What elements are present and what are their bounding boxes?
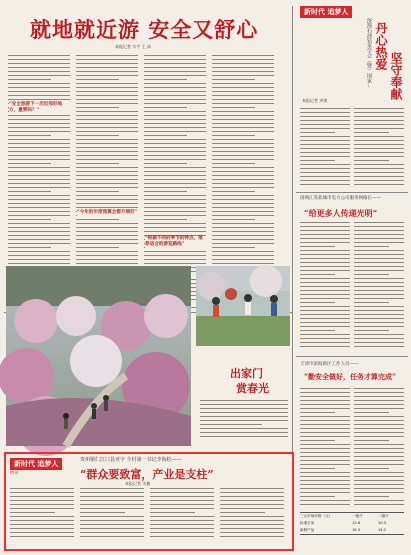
top-subhead-2: “今年的年度预算全都升规好” bbox=[77, 210, 138, 215]
story3-body-1 bbox=[300, 388, 350, 508]
photo-caption-text bbox=[200, 400, 288, 445]
photo-caption-title-1: 出家门 bbox=[230, 367, 263, 380]
bottom-kicker-tag: 新时代 追梦人 bbox=[10, 458, 62, 470]
table-cell: 标准日用 bbox=[300, 521, 315, 525]
plum-blossom-photo bbox=[6, 266, 191, 446]
table-cell: 新鲜产品 bbox=[300, 528, 315, 532]
table-cell: 10.3 bbox=[378, 521, 387, 525]
story3-headline: “勤安全做好，任务才算完成” bbox=[304, 372, 397, 381]
side-headline-1: 丹心热爱 bbox=[374, 22, 388, 70]
photo-caption-title-2: 赏春光 bbox=[236, 382, 269, 395]
bottom-body-2 bbox=[80, 488, 144, 542]
top-headline: 就地就近游 安全又舒心 bbox=[30, 17, 259, 42]
top-subhead-3: “根据不同的季节的特点，推荐适合的游览路线” bbox=[145, 236, 207, 248]
side-headline-2: 坚守奉献 bbox=[389, 52, 403, 100]
side-divider-1 bbox=[296, 192, 408, 193]
story2-kicker: 国网江苏盐城市电力公司服务网格长—— bbox=[300, 196, 381, 201]
side-body-2 bbox=[354, 108, 404, 188]
price-table bbox=[300, 512, 404, 535]
top-subhead-1: “安全旅游下一次近郊好地方，重要吗？” bbox=[9, 102, 71, 114]
table-cell: 14.2 bbox=[378, 528, 387, 532]
bottom-body-3 bbox=[150, 488, 214, 542]
side-byline: 本报记者 齐建 bbox=[302, 98, 328, 103]
children-playing-photo bbox=[196, 266, 290, 346]
table-cell: 三元市场价格（元） bbox=[300, 514, 333, 518]
table-cell: 二级片 bbox=[378, 514, 389, 518]
bottom-body-4 bbox=[220, 488, 284, 542]
table-row bbox=[300, 520, 404, 527]
story2-body-1 bbox=[300, 222, 350, 352]
top-byline: 本报记者 辛平 王 沛 bbox=[115, 44, 151, 49]
story3-kicker: 天津市滨海新区工作人员—— bbox=[300, 362, 359, 367]
bottom-byline: 本报记者 关楠 bbox=[125, 481, 151, 486]
table-cell: 12.6 bbox=[352, 521, 361, 525]
side-divider-2 bbox=[296, 356, 408, 357]
bottom-body-1 bbox=[10, 488, 74, 542]
bottom-headline: “群众要致富，产业是支柱” bbox=[80, 468, 214, 481]
table-cell: 16.3 bbox=[352, 528, 361, 532]
table-row bbox=[300, 513, 404, 520]
bottom-intro: 贵州铜仁江口县亚字 全村第一书记李海松—— bbox=[80, 457, 182, 463]
side-vertical-intro: 深海石油钻采学会（暨）国家... bbox=[366, 18, 372, 88]
bottom-tag-small: 特刊 bbox=[10, 470, 18, 475]
table-cell: 一级片 bbox=[352, 514, 363, 518]
side-body-1 bbox=[300, 108, 350, 188]
story2-headline: “给更多人传递光明” bbox=[304, 208, 378, 218]
story3-body-2 bbox=[354, 388, 404, 508]
story2-body-2 bbox=[354, 222, 404, 352]
side-kicker-tag: 新时代 追梦人 bbox=[300, 6, 352, 18]
table-row bbox=[300, 527, 404, 534]
